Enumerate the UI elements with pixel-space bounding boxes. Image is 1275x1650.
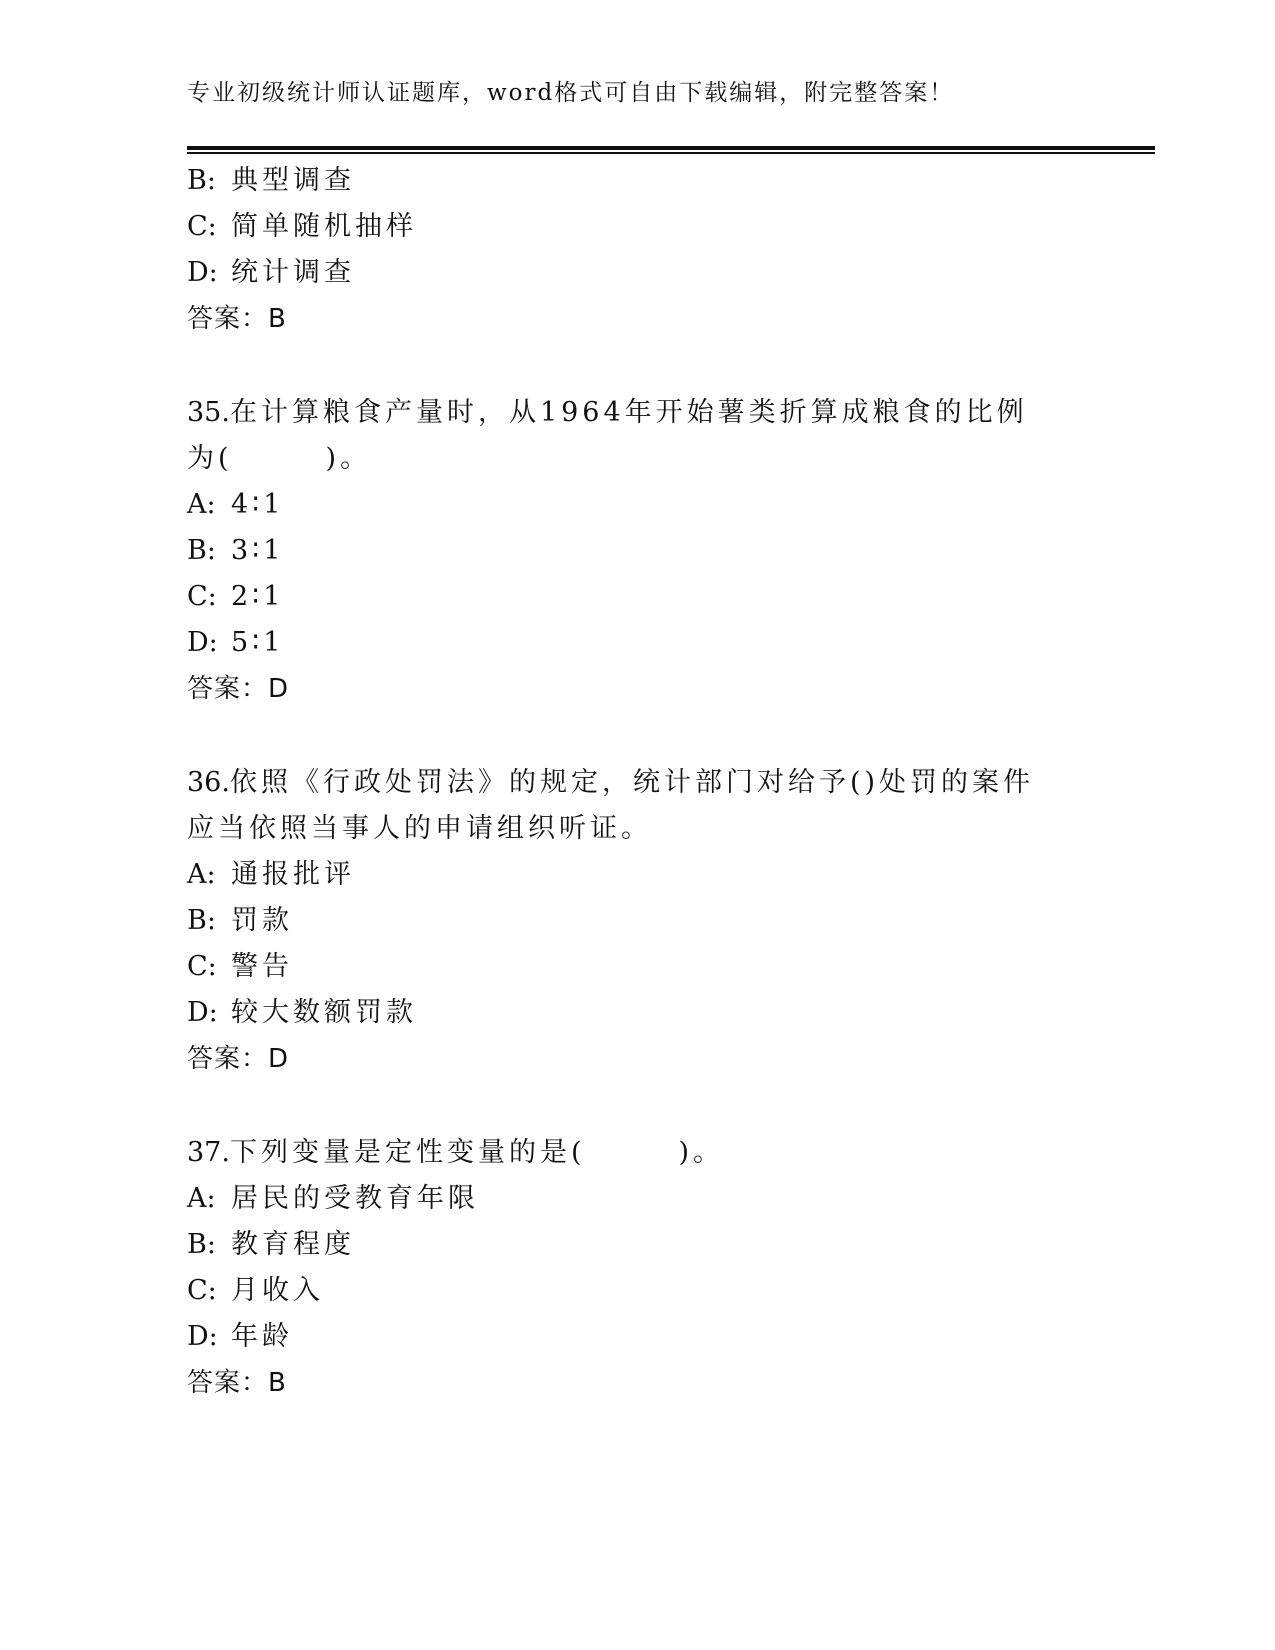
header-rule-thin [187, 152, 1155, 154]
question-number: 36. [187, 767, 230, 798]
question-37 [187, 1130, 1107, 1406]
question-body: 依照《行政处罚法》的规定，统计部门对给予()处罚的案件应当依照当事人的申请组织听证。 [187, 767, 1035, 844]
option-text: 月收入 [231, 1275, 324, 1306]
option-a [187, 482, 1107, 528]
option-letter: D: [187, 1321, 218, 1352]
option-a [187, 852, 1107, 898]
option-c [187, 1268, 1107, 1314]
option-letter: C: [187, 581, 217, 612]
option-letter: C: [187, 951, 217, 982]
option-d [187, 990, 1107, 1036]
option-text: 通报批评 [231, 859, 355, 890]
option-c [187, 944, 1107, 990]
option-d [187, 1314, 1107, 1360]
answer-line: 答案：D [187, 674, 290, 704]
option-text: 居民的受教育年限 [231, 1183, 479, 1214]
option-letter: B: [187, 165, 216, 196]
header-rule-thick [187, 146, 1155, 150]
question-text [187, 390, 1047, 482]
option-text: 较大数额罚款 [231, 997, 417, 1028]
option-d [187, 250, 1107, 296]
option-b [187, 528, 1107, 574]
option-b [187, 898, 1107, 944]
option-letter: D: [187, 997, 218, 1028]
option-b [187, 1222, 1107, 1268]
option-c [187, 574, 1107, 620]
option-text: 教育程度 [231, 1229, 355, 1260]
option-letter: B: [187, 1229, 216, 1260]
option-text: 统计调查 [231, 257, 355, 288]
question-content [187, 158, 1107, 1406]
option-b [187, 158, 1107, 204]
question-number: 35. [187, 397, 230, 428]
answer-line: 答案：D [187, 1044, 290, 1074]
question-number: 37. [187, 1137, 230, 1168]
question-text [187, 760, 1047, 852]
option-letter: B: [187, 905, 216, 936]
option-text: 典型调查 [231, 165, 355, 196]
option-letter: C: [187, 1275, 217, 1306]
option-d [187, 620, 1107, 666]
option-a [187, 1176, 1107, 1222]
question-body: 在计算粮食产量时，从1964年开始薯类折算成粮食的比例为( )。 [187, 397, 1028, 474]
option-letter: D: [187, 627, 218, 658]
option-text: 2∶1 [231, 581, 285, 612]
answer-line: 答案：B [187, 304, 287, 334]
option-letter: A: [187, 489, 216, 520]
option-text: 简单随机抽样 [231, 211, 417, 242]
option-text: 3∶1 [231, 535, 285, 566]
option-letter: A: [187, 1183, 216, 1214]
option-text: 5∶1 [231, 627, 285, 658]
answer-line: 答案：B [187, 1368, 287, 1398]
option-text: 罚款 [231, 905, 293, 936]
question-body: 下列变量是定性变量的是( )。 [229, 1137, 725, 1168]
previous-question-tail [187, 158, 1107, 342]
option-letter: D: [187, 257, 218, 288]
option-text: 4∶1 [231, 489, 285, 520]
option-text: 警告 [231, 951, 293, 982]
question-35 [187, 390, 1107, 712]
question-text [187, 1130, 1047, 1176]
question-36 [187, 760, 1107, 1082]
option-c [187, 204, 1107, 250]
page-header: 专业初级统计师认证题库，word格式可自由下载编辑，附完整答案！ [187, 80, 955, 106]
option-letter: A: [187, 859, 216, 890]
option-letter: B: [187, 535, 216, 566]
option-letter: C: [187, 211, 217, 242]
option-text: 年龄 [231, 1321, 293, 1352]
